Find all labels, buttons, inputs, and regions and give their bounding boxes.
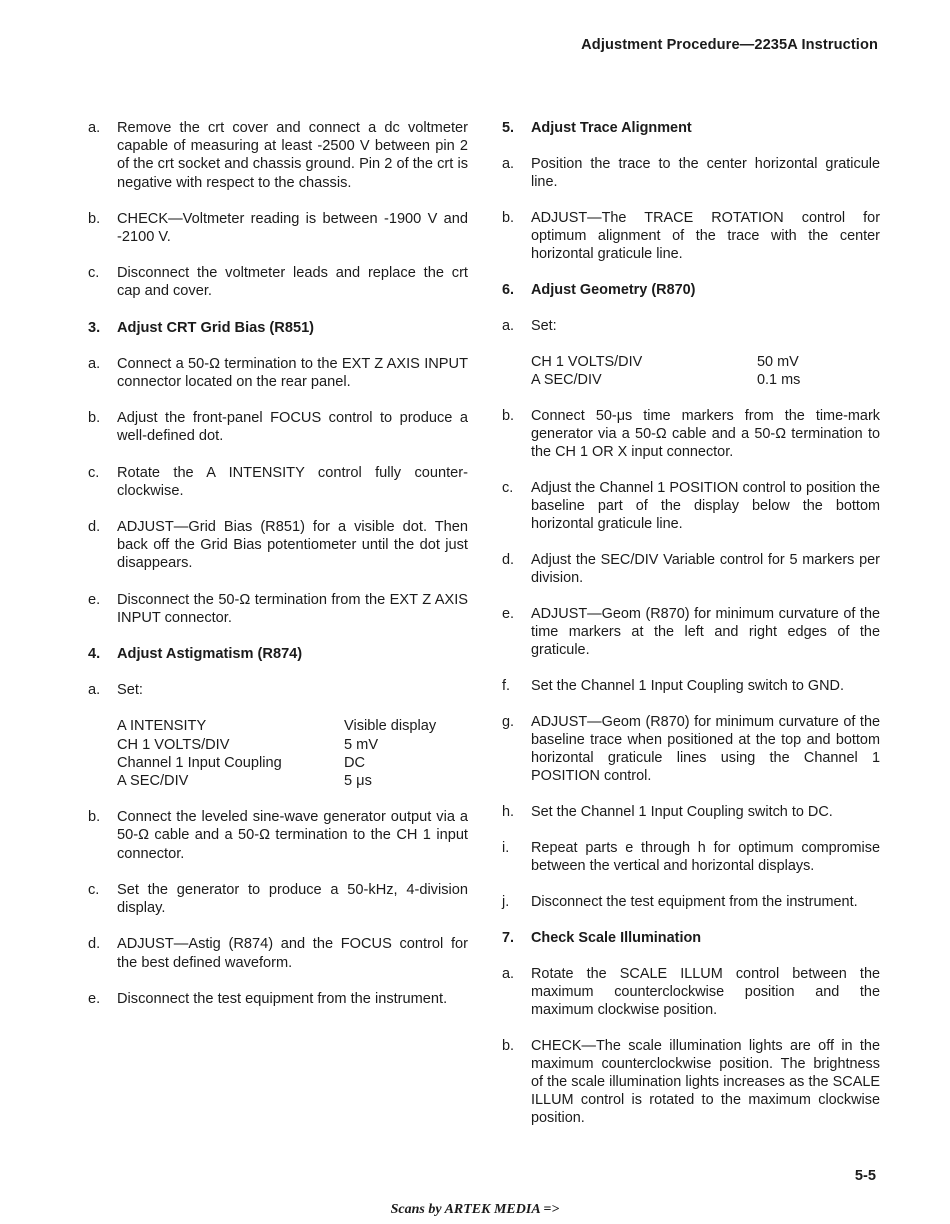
- section-number: 5.: [502, 120, 515, 136]
- step-label: a.: [88, 682, 101, 699]
- procedure-step: [501, 407, 880, 461]
- procedure-step: [501, 605, 880, 659]
- settings-row: [531, 371, 800, 389]
- step-text: Disconnect the test equipment from the instrument.: [117, 990, 448, 1007]
- step-text: Adjust the SEC/DIV Variable control for 5 markers per division.: [531, 552, 880, 586]
- step-text: Adjust the front-panel FOCUS control to produce a well-defined dot.: [117, 410, 468, 445]
- scan-credit: Scans by ARTEK MEDIA =>: [390, 1202, 560, 1217]
- step-label: d.: [88, 936, 101, 953]
- step-label: a.: [88, 120, 101, 136]
- running-header: Adjustment Procedure—2235A Instruction: [581, 37, 878, 53]
- step-label: f.: [502, 678, 511, 694]
- section-title: Adjust Geometry (R870): [531, 282, 696, 298]
- procedure-step: [501, 965, 880, 1019]
- setting-name: CH 1 VOLTS/DIV: [531, 354, 643, 370]
- section-number: 6.: [502, 282, 515, 298]
- procedure-step: [87, 681, 468, 699]
- procedure-step: [87, 119, 468, 192]
- procedure-step: [87, 518, 468, 573]
- step-text: Rotate the SCALE ILLUM control between the maximum counterclockwise position and the maximum clockwise position.: [531, 966, 880, 1018]
- section-heading: [501, 119, 880, 137]
- step-label: c.: [88, 881, 100, 898]
- section-heading: [87, 319, 468, 337]
- section-title: Adjust Trace Alignment: [531, 120, 692, 136]
- procedure-step: [87, 881, 468, 917]
- step-text: CHECK—The scale illumination lights are off in the maximum counterclockwise position. The brightness of the scale illumination lights increases as the SCALE ILLUM control is rotated to the maximum clockwise position.: [531, 1038, 880, 1126]
- step-text: Set:: [531, 318, 557, 334]
- step-label: a.: [88, 355, 101, 372]
- procedure-step: [501, 839, 880, 875]
- settings-row: [117, 736, 436, 754]
- setting-name: CH 1 VOLTS/DIV: [117, 736, 230, 753]
- procedure-step: [501, 317, 880, 335]
- step-text: ADJUST—Geom (R870) for minimum curvature of the time markers at the left and right edges of the graticule.: [531, 606, 880, 658]
- setting-name: A INTENSITY: [117, 718, 207, 735]
- step-text: Position the trace to the center horizontal graticule line.: [531, 156, 880, 190]
- step-text: Disconnect the test equipment from the instrument.: [531, 894, 858, 910]
- step-text: ADJUST—Geom (R870) for minimum curvature of the baseline trace when positioned at the top and bottom horizontal graticule lines using the Channel 1 POSITION control.: [531, 714, 880, 784]
- procedure-step: [87, 935, 468, 971]
- step-label: c.: [502, 480, 514, 496]
- procedure-step: [501, 209, 880, 263]
- step-label: b.: [502, 210, 515, 226]
- step-text: Disconnect the 50-Ω termination from the EXT Z AXIS INPUT connector.: [117, 591, 468, 626]
- step-label: b.: [88, 410, 101, 427]
- settings-row: [531, 353, 800, 371]
- procedure-step: [501, 551, 880, 587]
- procedure-step: [501, 155, 880, 191]
- step-label: d.: [502, 552, 515, 568]
- step-text: CHECK—Voltmeter reading is between -1900 V and -2100 V.: [117, 210, 468, 246]
- step-label: a.: [502, 966, 515, 982]
- section-title: Adjust CRT Grid Bias (R851): [117, 319, 315, 336]
- procedure-step: [501, 677, 880, 695]
- left-column: [87, 119, 468, 1026]
- procedure-step: [501, 803, 880, 821]
- step-label: g.: [502, 714, 515, 730]
- procedure-step: [501, 1037, 880, 1127]
- step-label: b.: [88, 809, 101, 826]
- step-label: a.: [502, 156, 515, 172]
- step-label: b.: [502, 408, 515, 424]
- setting-value: 5 μs: [344, 773, 372, 790]
- step-text: Set the generator to produce a 50-kHz, 4-division display.: [117, 881, 468, 917]
- step-label: e.: [88, 591, 101, 608]
- section-number: 7.: [502, 930, 515, 946]
- section-number: 4.: [88, 646, 101, 663]
- step-label: j.: [502, 894, 510, 910]
- step-text: Adjust the Channel 1 POSITION control to position the baseline part of the display below the bottom horizontal graticule line.: [531, 480, 880, 532]
- step-text: Repeat parts e through h for optimum compromise between the vertical and horizontal displays.: [531, 840, 880, 874]
- setting-name: A SEC/DIV: [531, 372, 602, 388]
- setting-value: DC: [344, 754, 366, 771]
- step-label: d.: [88, 519, 101, 536]
- step-label: a.: [502, 318, 515, 334]
- procedure-step: [87, 264, 468, 300]
- step-text: ADJUST—Grid Bias (R851) for a visible dot. Then back off the Grid Bias potentiometer until the dot just disappears.: [117, 519, 468, 572]
- section-title: Check Scale Illumination: [531, 930, 702, 946]
- step-label: b.: [88, 210, 101, 227]
- settings-table: [531, 353, 800, 389]
- procedure-step: [87, 355, 468, 391]
- page-number: 5-5: [854, 1168, 876, 1184]
- procedure-step: [87, 990, 468, 1008]
- setting-name: Channel 1 Input Coupling: [117, 754, 282, 771]
- step-label: c.: [88, 265, 100, 282]
- setting-value: 5 mV: [344, 736, 379, 753]
- step-text: Set the Channel 1 Input Coupling switch to DC.: [531, 804, 833, 820]
- settings-row: [117, 754, 436, 772]
- right-column: [501, 119, 880, 1145]
- procedure-step: [501, 479, 880, 533]
- section-heading: [501, 929, 880, 947]
- step-label: c.: [88, 464, 100, 481]
- step-text: ADJUST—Astig (R874) and the FOCUS control for the best defined waveform.: [117, 936, 468, 971]
- step-text: Set:: [117, 682, 143, 699]
- procedure-step: [87, 409, 468, 445]
- setting-value: 50 mV: [757, 354, 799, 370]
- procedure-step: [87, 464, 468, 500]
- step-label: h.: [502, 804, 515, 820]
- step-text: Rotate the A INTENSITY control fully counter-clockwise.: [117, 464, 468, 499]
- setting-value: Visible display: [344, 718, 437, 735]
- setting-value: 0.1 ms: [757, 372, 801, 388]
- section-heading: [87, 645, 468, 663]
- step-label: b.: [502, 1038, 515, 1054]
- step-text: Connect a 50-Ω termination to the EXT Z AXIS INPUT connector located on the rear panel.: [117, 355, 468, 391]
- step-label: e.: [502, 606, 515, 622]
- procedure-step: [87, 591, 468, 627]
- step-text: ADJUST—The TRACE ROTATION control for optimum alignment of the trace with the center horizontal graticule line.: [531, 210, 880, 262]
- section-title: Adjust Astigmatism (R874): [117, 646, 303, 663]
- procedure-step: [501, 713, 880, 785]
- step-text: Disconnect the voltmeter leads and replace the crt cap and cover.: [117, 265, 468, 300]
- step-text: Remove the crt cover and connect a dc voltmeter capable of measuring at least -2500 V between pin 2 of the crt socket and chassis ground. Pin 2 of the crt is negative with respect to the chassis.: [117, 120, 468, 191]
- settings-row: [117, 717, 436, 735]
- settings-row: [117, 772, 436, 790]
- section-heading: [501, 281, 880, 299]
- step-label: i.: [502, 840, 510, 856]
- procedure-step: [87, 210, 468, 246]
- step-label: e.: [88, 990, 101, 1007]
- step-text: Connect 50-μs time markers from the time-mark generator via a 50-Ω cable and a 50-Ω termination to the CH 1 OR X input connector.: [531, 408, 880, 460]
- procedure-step: [501, 893, 880, 911]
- setting-name: A SEC/DIV: [117, 773, 189, 790]
- settings-table: [117, 717, 436, 790]
- step-text: Set the Channel 1 Input Coupling switch to GND.: [531, 678, 844, 694]
- section-number: 3.: [88, 319, 101, 336]
- step-text: Connect the leveled sine-wave generator output via a 50-Ω cable and a 50-Ω termination to the CH 1 input connector.: [117, 809, 468, 862]
- procedure-step: [87, 808, 468, 863]
